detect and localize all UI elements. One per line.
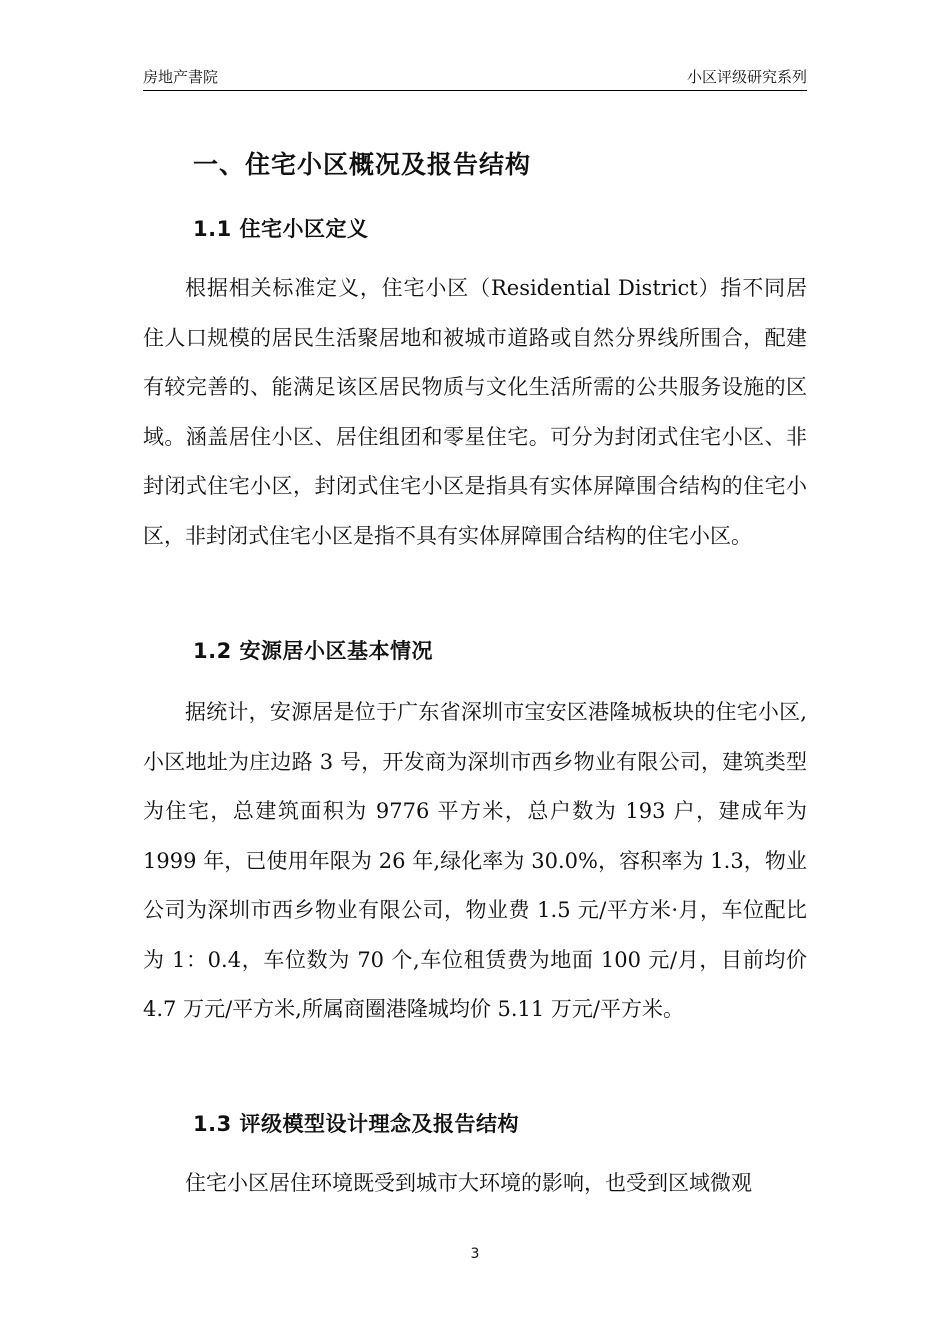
section-paragraph-1-1: 根据相关标准定义，住宅小区（Residential District）指不同居住人口规模的居民生活聚居地和被城市道路或自然分界线所围合，配建有较完善的、能满足该区居民物质与文化生活所需的公共服务设施的区域。涵盖居住小区、居住组团和零星住宅。可分为封闭式住宅小区、非封闭式住宅小区，封闭式住宅小区是指具有实体屏障围合结构的住宅小区，非封闭式住宅小区是指不具有实体屏障围合结构的住宅小区。 [143,276,807,548]
page-number: 3 [470,1246,480,1262]
section-heading-1-3: 1.3 评级模型设计理念及报告结构 [193,1112,520,1136]
header-publisher: 房地产書院 [143,68,219,86]
section-paragraph-1-2: 据统计，安源居是位于广东省深圳市宝安区港隆城板块的住宅小区,小区地址为庄边路 3 号，开发商为深圳市西乡物业有限公司，建筑类型为住宅，总建筑面积为 9776 平方米，总户数为 193 户，建成年为 1999 年，已使用年限为 26 年,绿化率为 30.0%，容积率为 1.3，物业公司为深圳市西乡物业有限公司，物业费 1.5 元/平方米·月，车位配比为 1：0.4，车位数为 70 个,车位租赁费为地面 100 元/月，目前均价 4.7 万元/平方米,所属商圈港隆城均价 5.11 万元/平方米。 [143,700,807,1021]
header-series-title: 小区评级研究系列 [686,68,807,86]
chapter-title: 一、住宅小区概况及报告结构 [193,150,532,179]
section-paragraph-1-3: 住宅小区居住环境既受到城市大环境的影响，也受到区域微观 [185,1171,752,1195]
section-heading-1-1: 1.1 住宅小区定义 [193,217,369,241]
page-header [143,62,807,91]
section-heading-1-2: 1.2 安源居小区基本情况 [193,639,434,663]
